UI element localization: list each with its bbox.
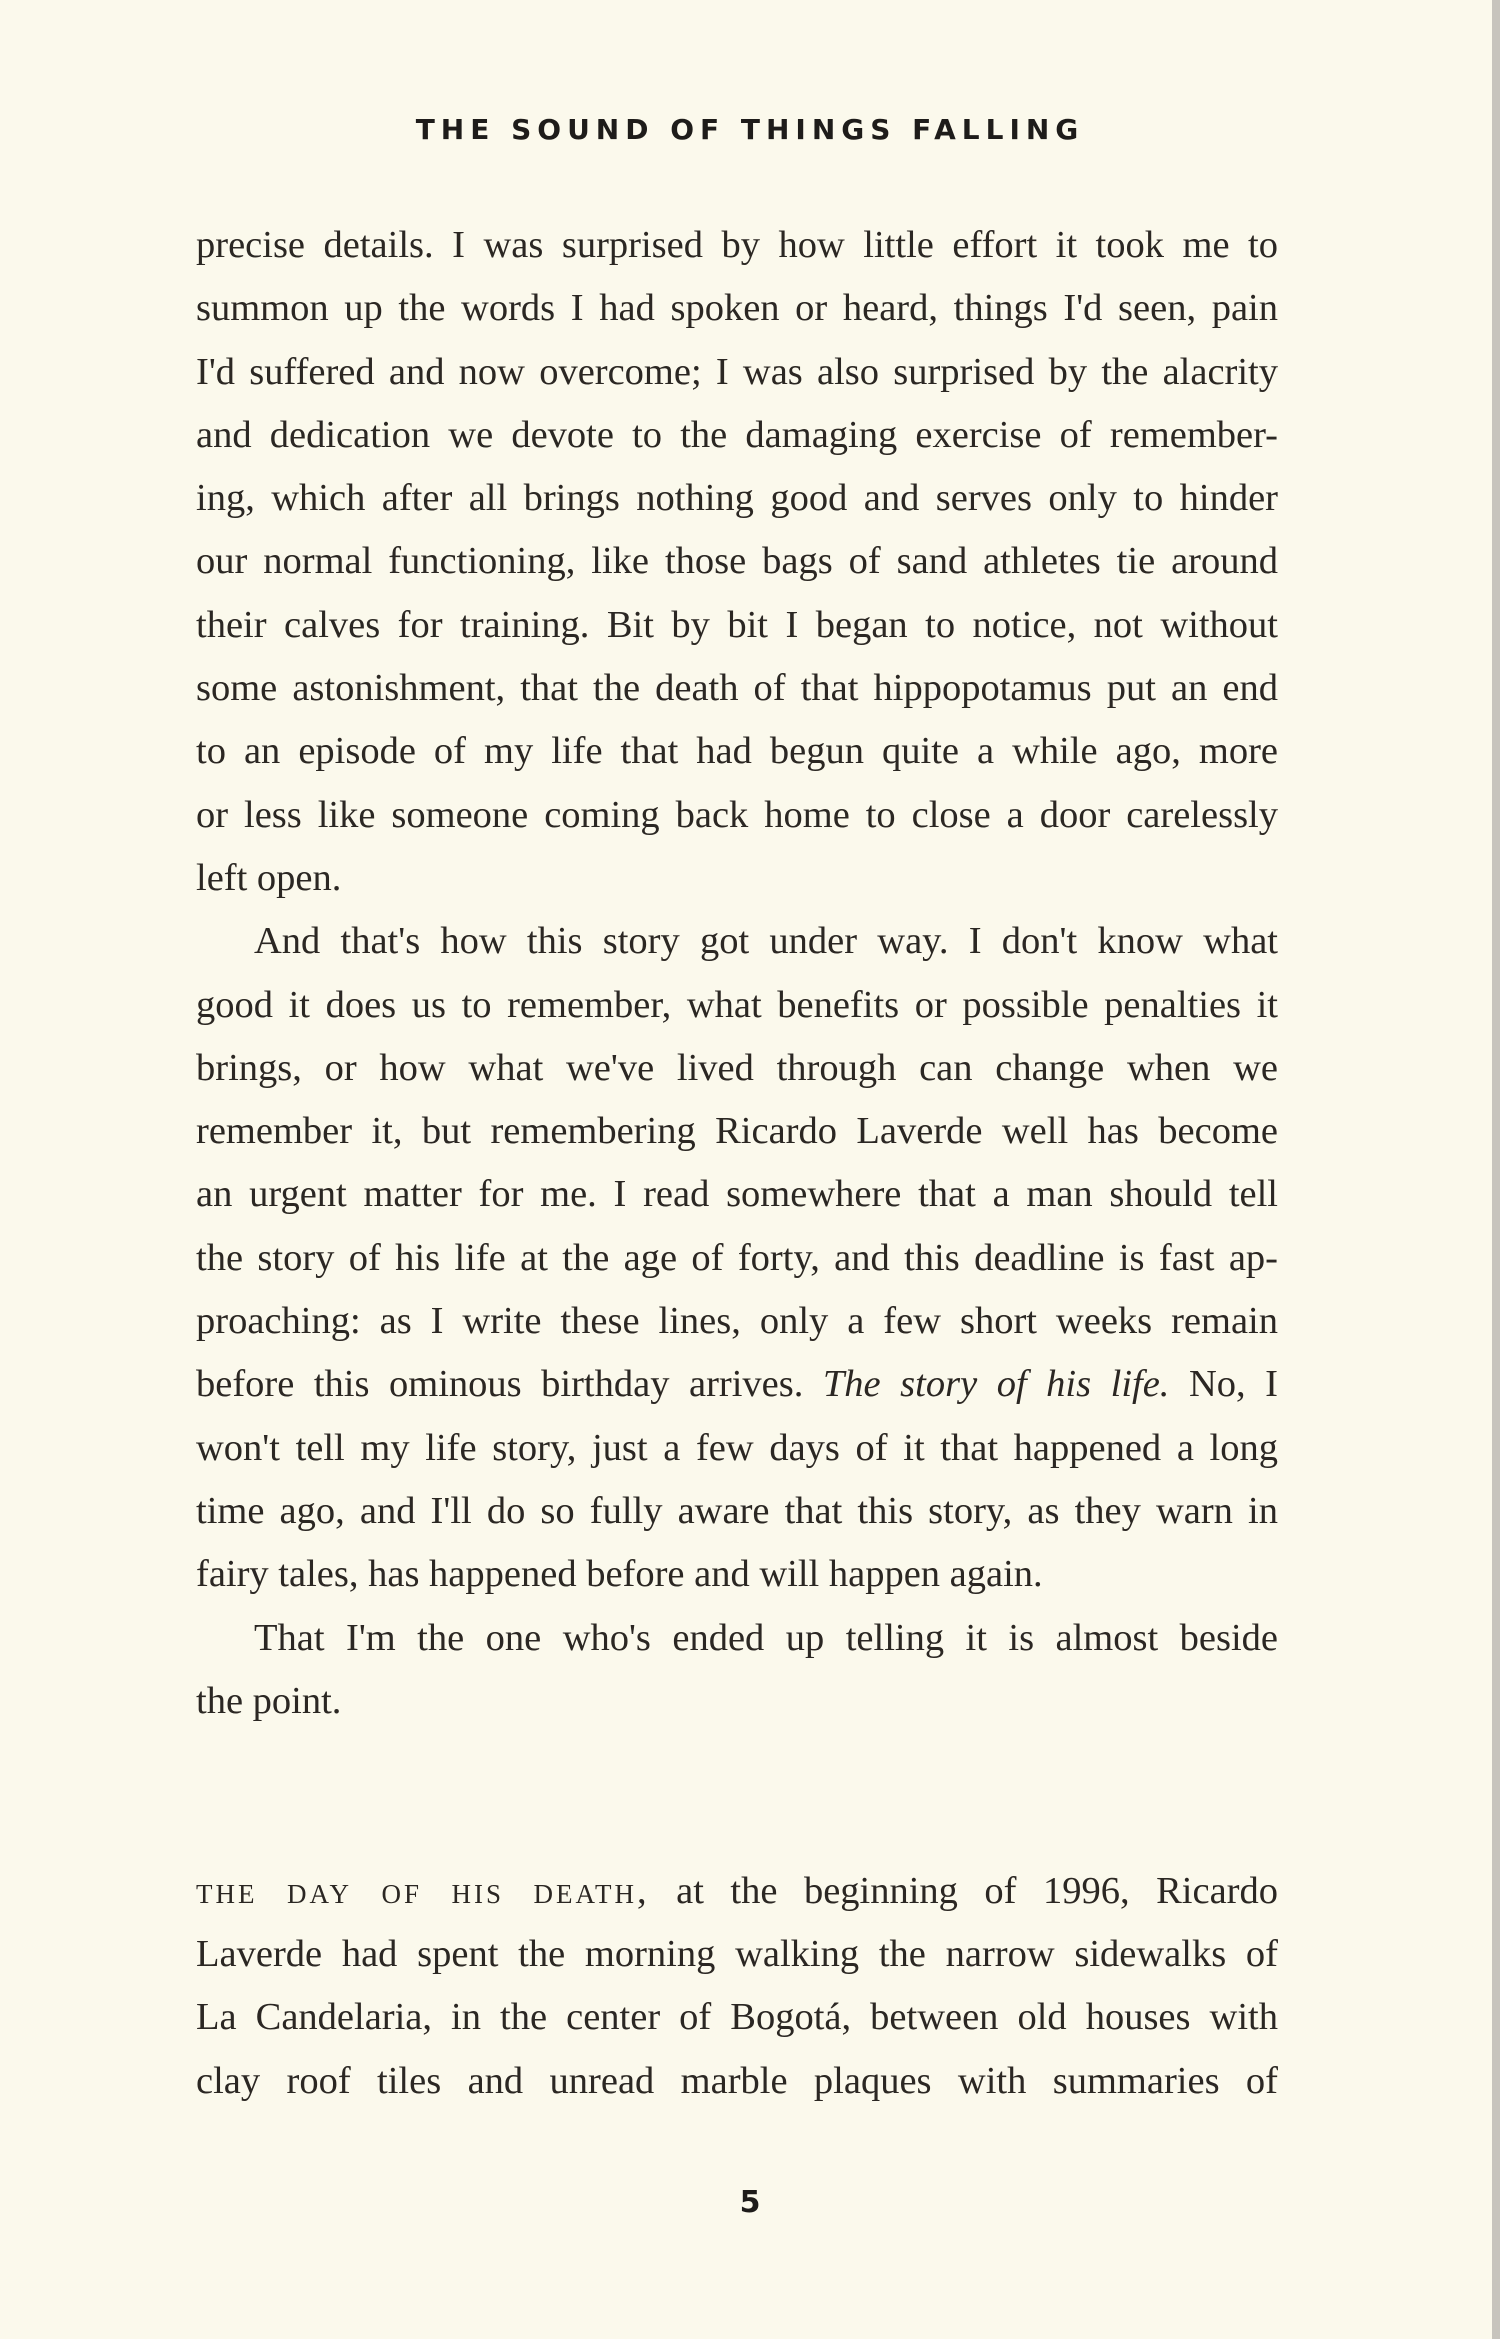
- text-line: Laverde had spent the morning walking the narrow sidewalks of: [196, 1933, 1278, 1976]
- text-line: and dedication we devote to the damaging exercise of remember-: [196, 413, 1278, 456]
- text-line: I'd suffered and now overcome; I was also surprised by the alacrity: [196, 350, 1278, 393]
- paragraph-3: [196, 1607, 1278, 1734]
- text-line: won't tell my life story, just a few days of it that happened a long: [196, 1426, 1278, 1469]
- text-line: left open.: [196, 856, 342, 899]
- text-line: precise details. I was surprised by how little effort it took me to: [196, 224, 1278, 266]
- text-line: to an episode of my life that had begun quite a while ago, more: [196, 730, 1278, 773]
- text-line: And that's how this story got under way. I don't know what: [254, 920, 1278, 963]
- text-segment: at the beginning of 1996, Ricardo: [649, 1869, 1279, 1912]
- page-number: 5: [739, 2185, 761, 2220]
- text-line: clay roof tiles and unread marble plaques with summaries of: [196, 2059, 1278, 2102]
- running-head: THE SOUND OF THINGS FALLING: [415, 113, 1085, 146]
- paragraph-2: [196, 910, 1278, 1606]
- italic-phrase: The story of his life.: [822, 1363, 1170, 1406]
- text-line: some astonishment, that the death of that hippopotamus put an end: [196, 667, 1278, 710]
- text-line: good it does us to remember, what benefits or possible penalties it: [196, 983, 1278, 1026]
- section-opening-line: [196, 1860, 1278, 1923]
- paragraph-4: [196, 1860, 1278, 2113]
- text-segment: No, I: [1169, 1363, 1278, 1406]
- text-line: brings, or how what we've lived through can change when we: [196, 1046, 1278, 1089]
- text-segment: before this ominous birthday arrives.: [196, 1363, 823, 1406]
- text-line: time ago, and I'll do so fully aware that this story, as they warn in: [196, 1489, 1278, 1532]
- text-line: proaching: as I write these lines, only a few short weeks remain: [196, 1300, 1278, 1343]
- paragraph-1: [196, 214, 1278, 910]
- text-line: remember it, but remembering Ricardo Laverde well has become: [196, 1110, 1278, 1153]
- text-line: the story of his life at the age of forty, and this deadline is fast ap-: [196, 1236, 1278, 1279]
- page-edge-shadow: [1492, 0, 1500, 2339]
- text-line: fairy tales, has happened before and will happen again.: [196, 1553, 1043, 1596]
- text-line: summon up the words I had spoken or heard, things I'd seen, pain: [196, 287, 1278, 330]
- small-caps-lead: the day of his death,: [196, 1869, 650, 1912]
- text-line: their calves for training. Bit by bit I began to notice, not without: [196, 603, 1278, 646]
- text-line: the point.: [196, 1679, 342, 1722]
- text-line: our normal functioning, like those bags of sand athletes tie around: [196, 540, 1278, 583]
- text-line: La Candelaria, in the center of Bogotá, between old houses with: [196, 1996, 1278, 2039]
- section-break: [196, 1733, 1278, 1860]
- text-line: ing, which after all brings nothing good and serves only to hinder: [196, 477, 1278, 520]
- text-line: or less like someone coming back home to close a door carelessly: [196, 793, 1278, 836]
- body-text: [196, 214, 1278, 2113]
- text-line-with-italic: [196, 1353, 1278, 1416]
- text-line: an urgent matter for me. I read somewhere that a man should tell: [196, 1173, 1278, 1216]
- text-line: That I'm the one who's ended up telling it is almost beside: [254, 1616, 1278, 1659]
